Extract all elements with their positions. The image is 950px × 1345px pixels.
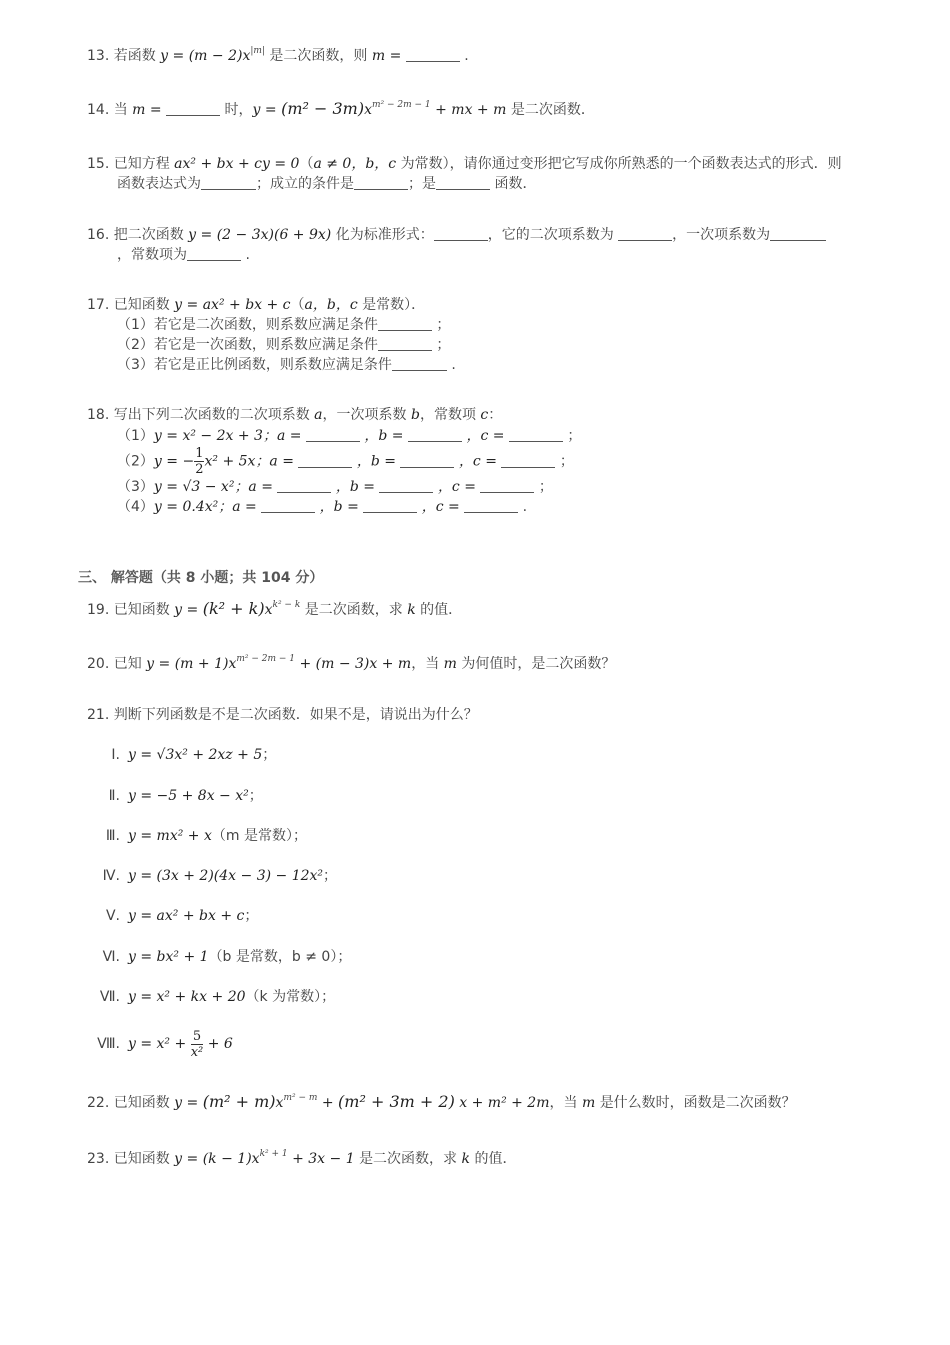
item-tail: （b 是常数，b ≠ 0）； xyxy=(208,949,352,965)
variables: a，b，c xyxy=(304,297,358,313)
equation: x xyxy=(264,602,273,618)
question-14 xyxy=(87,99,595,120)
sub-question-label: （2） xyxy=(117,453,154,470)
label-c: ，c = xyxy=(458,453,497,470)
question-18 xyxy=(87,405,502,425)
equation: x xyxy=(275,1095,284,1111)
question-number: 16. xyxy=(87,227,110,243)
question-number: 13. xyxy=(87,48,110,64)
question-21-item-8 xyxy=(86,1028,233,1060)
question-text: ： xyxy=(488,407,503,423)
label-b: ，b = xyxy=(356,453,397,470)
answer-blank[interactable] xyxy=(618,228,672,241)
question-21-item-4 xyxy=(86,866,337,886)
question-18-item-4 xyxy=(117,497,527,517)
answer-blank[interactable] xyxy=(434,228,488,241)
exponent: k² − k xyxy=(272,600,301,610)
question-text: 已知 xyxy=(113,656,142,672)
question-text: 为常数），请你通过变形把它写成你所熟悉的一个函数表达式的形式．则 xyxy=(400,156,842,172)
punctuation: ； xyxy=(567,428,582,444)
question-15-line-2 xyxy=(117,174,536,194)
question-text: 是二次函数． xyxy=(510,102,595,118)
variable: b xyxy=(410,407,420,423)
label-c: ，c = xyxy=(466,428,505,444)
question-21-item-7 xyxy=(86,987,335,1007)
equation: y = x² − 2x + 3 xyxy=(153,428,263,444)
question-21-item-1 xyxy=(86,745,276,765)
equation: y = (m + 1)x xyxy=(146,656,237,672)
equation-group: (k² + k) xyxy=(202,599,265,618)
question-19 xyxy=(87,599,462,620)
label-a: ；a = xyxy=(262,428,302,444)
answer-blank[interactable] xyxy=(363,500,417,513)
equation: y = √3x² + 2xz + 5 xyxy=(128,747,263,763)
question-text: ，当 xyxy=(549,1095,578,1111)
question-text: （ xyxy=(290,297,305,313)
question-18-item-3 xyxy=(117,477,553,497)
fraction xyxy=(194,446,204,477)
question-18-item-1 xyxy=(117,426,581,446)
equation: y = −5 + 8x − x² xyxy=(128,788,249,804)
numerator: 5 xyxy=(191,1029,204,1045)
item-tail: ； xyxy=(248,788,263,804)
question-text: ，常数项为 xyxy=(117,247,187,263)
answer-blank[interactable] xyxy=(201,177,256,190)
equation: y = √3 − x² xyxy=(153,479,235,495)
item-tail: ； xyxy=(262,747,277,763)
question-text: 是二次函数，求 xyxy=(359,1151,458,1167)
answer-blank[interactable] xyxy=(501,455,555,468)
variable: m xyxy=(581,1095,596,1111)
sub-question-label: （3） xyxy=(117,479,154,495)
denominator: 2 xyxy=(195,462,204,477)
answer-blank[interactable] xyxy=(436,177,490,190)
equation: y = x² + kx + 20 xyxy=(128,989,246,1005)
answer-blank[interactable] xyxy=(298,455,352,468)
answer-blank[interactable] xyxy=(354,177,408,190)
label-a: ；a = xyxy=(255,453,294,470)
equation: y = mx² + x xyxy=(128,828,212,844)
variable: m = xyxy=(371,48,402,64)
question-number: 15. xyxy=(87,156,110,172)
question-text: 时， xyxy=(224,102,253,118)
equation-group: (m² + 3m + 2) xyxy=(338,1092,455,1111)
equation: y = (3x + 2)(4x − 3) − 12x² xyxy=(128,868,324,884)
fraction xyxy=(191,1029,204,1060)
question-21 xyxy=(87,705,478,725)
equation: y = (2 − 3x)(6 + 9x) xyxy=(188,227,332,243)
question-text: 已知函数 xyxy=(113,602,170,618)
equation: y = 0.4x² xyxy=(153,499,219,515)
question-text: 为何值时，是二次函数？ xyxy=(461,656,616,672)
question-text: 是二次函数，则 xyxy=(269,48,368,64)
equation: x² + 5x xyxy=(204,453,256,470)
punctuation: ； xyxy=(538,479,553,495)
answer-blank[interactable] xyxy=(408,429,462,442)
item-tail: （k 为常数）； xyxy=(245,989,336,1005)
label-b: ，b = xyxy=(364,428,404,444)
answer-blank[interactable] xyxy=(166,103,220,116)
equation: y = bx² + 1 xyxy=(128,949,209,965)
roman-numeral: Ⅵ. xyxy=(102,949,120,965)
equation: ax² + bx + cy = 0 xyxy=(174,156,300,172)
question-17-item-1 xyxy=(117,315,450,335)
item-tail: ； xyxy=(244,908,259,924)
question-number: 23. xyxy=(87,1151,110,1167)
equation: + 3x − 1 xyxy=(292,1151,355,1167)
question-17-item-3 xyxy=(117,355,456,375)
answer-blank[interactable] xyxy=(392,358,447,371)
equation: y = xyxy=(174,1095,203,1111)
question-number: 18. xyxy=(87,407,110,423)
question-text: 是常数）． xyxy=(362,297,426,313)
answer-blank[interactable] xyxy=(378,318,432,331)
question-text: ，一次项系数为 xyxy=(672,227,771,243)
question-21-item-5 xyxy=(86,906,258,926)
question-18-item-2 xyxy=(117,446,574,477)
roman-numeral: Ⅴ. xyxy=(105,908,120,924)
question-text: 已知函数 xyxy=(113,297,170,313)
answer-blank[interactable] xyxy=(261,500,315,513)
question-21-item-2 xyxy=(86,786,263,806)
question-text: 写出下列二次函数的二次项系数 xyxy=(113,407,310,423)
denominator: x² xyxy=(190,1044,204,1060)
question-text: 判断下列函数是不是二次函数．如果不是，请说出为什么？ xyxy=(113,707,478,723)
question-text: ，一次项系数 xyxy=(322,407,407,423)
equation: + (m − 3)x + m xyxy=(299,656,412,672)
question-text: 已知方程 xyxy=(113,156,170,172)
question-text: 当 xyxy=(113,102,128,118)
question-text: 已知函数 xyxy=(113,1151,170,1167)
variable: c xyxy=(480,407,489,423)
roman-numeral: Ⅱ. xyxy=(108,788,120,804)
question-text: 函数表达式为 xyxy=(117,176,201,192)
question-number: 14. xyxy=(87,102,110,118)
answer-blank[interactable] xyxy=(464,500,518,513)
section-heading: 三、 解答题（共 8 小题；共 104 分） xyxy=(78,570,324,586)
question-text: 已知函数 xyxy=(113,1095,170,1111)
equation: y = ax² + bx + c xyxy=(128,908,245,924)
numerator: 1 xyxy=(195,446,204,461)
answer-blank[interactable] xyxy=(378,338,432,351)
variable: a xyxy=(314,407,323,423)
exponent: m² − m xyxy=(283,1093,318,1103)
answer-blank[interactable] xyxy=(400,455,454,468)
item-tail: （m 是常数）； xyxy=(211,828,307,844)
equation-group: (m² + m) xyxy=(202,1092,276,1111)
answer-blank[interactable] xyxy=(187,248,241,261)
sub-question-text: （2）若它是一次函数，则系数应满足条件 xyxy=(117,337,378,353)
question-text: 的值． xyxy=(474,1151,517,1167)
equation: y = (k − 1)x xyxy=(174,1151,260,1167)
question-text: 化为标准形式： xyxy=(335,227,434,243)
equation: + mx + m xyxy=(435,102,507,118)
question-21-item-6 xyxy=(86,947,351,967)
question-number: 19. xyxy=(87,602,110,618)
equation: + xyxy=(321,1095,334,1111)
question-15 xyxy=(87,154,842,174)
answer-blank[interactable] xyxy=(770,228,826,241)
equation: + 6 xyxy=(207,1036,233,1052)
punctuation: . xyxy=(522,499,528,515)
variable: k xyxy=(461,1151,470,1167)
question-text: ；是 xyxy=(408,176,436,192)
label-c: ，c = xyxy=(421,499,460,515)
punctuation: . xyxy=(451,357,456,373)
question-text: （ xyxy=(299,156,314,172)
question-13 xyxy=(87,46,469,66)
question-text: 若函数 xyxy=(113,48,156,64)
punctuation: ； xyxy=(436,317,451,333)
question-16-line-2 xyxy=(117,245,250,265)
roman-numeral: Ⅳ. xyxy=(102,868,120,884)
question-text: ，它的二次项系数为 xyxy=(487,227,614,243)
label-c: ，c = xyxy=(437,479,476,495)
punctuation: ； xyxy=(436,337,451,353)
equation-group: (m² − 3m) xyxy=(281,99,365,118)
item-tail: ； xyxy=(323,868,338,884)
question-text: 函数． xyxy=(494,176,537,192)
answer-blank[interactable] xyxy=(379,480,433,493)
variable: m xyxy=(443,656,457,672)
roman-numeral: Ⅶ. xyxy=(99,989,120,1005)
punctuation: . xyxy=(245,247,250,263)
label-a: ；a = xyxy=(218,499,257,515)
equation: x + m² + 2m xyxy=(459,1095,550,1111)
question-text: ；成立的条件是 xyxy=(256,176,354,192)
answer-blank[interactable] xyxy=(509,429,563,442)
variable: k xyxy=(407,602,416,618)
equation: y = xyxy=(174,602,203,618)
answer-blank[interactable] xyxy=(480,480,534,493)
exponent: |m| xyxy=(250,46,265,56)
equation: x xyxy=(364,102,372,118)
roman-numeral: Ⅰ. xyxy=(111,747,120,763)
question-number: 20. xyxy=(87,656,110,672)
label-b: ，b = xyxy=(335,479,376,495)
question-number: 21. xyxy=(87,707,110,723)
condition: a ≠ 0，b，c xyxy=(313,156,397,172)
question-20 xyxy=(87,654,615,674)
question-text: ，常数项 xyxy=(419,407,476,423)
variable: m = xyxy=(132,102,162,118)
question-text: 的值． xyxy=(420,602,463,618)
equation: y = − xyxy=(153,453,195,470)
punctuation: ； xyxy=(559,453,574,470)
question-17-item-2 xyxy=(117,335,450,355)
question-17 xyxy=(87,295,425,315)
punctuation: . xyxy=(464,48,469,64)
exponent: k² + 1 xyxy=(259,1149,288,1159)
exponent: m² − 2m − 1 xyxy=(236,654,296,664)
question-number: 17. xyxy=(87,297,110,313)
sub-question-label: （1） xyxy=(117,428,154,444)
question-text: 是二次函数，求 xyxy=(304,602,403,618)
equation: y = xyxy=(252,102,282,118)
sub-question-text: （1）若它是二次函数，则系数应满足条件 xyxy=(117,317,378,333)
equation: y = x² + xyxy=(128,1036,187,1052)
label-b: ，b = xyxy=(319,499,359,515)
question-text: ，当 xyxy=(411,656,440,672)
question-21-item-3 xyxy=(86,826,307,846)
question-number: 22. xyxy=(87,1095,110,1111)
equation: y = ax² + bx + c xyxy=(174,297,291,313)
question-23 xyxy=(87,1149,516,1169)
exponent: m² − 2m − 1 xyxy=(372,100,431,110)
equation: y = (m − 2)x xyxy=(160,48,251,64)
question-text: 是什么数时，函数是二次函数？ xyxy=(599,1095,796,1111)
roman-numeral: Ⅷ. xyxy=(97,1036,120,1052)
question-16 xyxy=(87,225,826,245)
answer-blank[interactable] xyxy=(277,480,331,493)
answer-blank[interactable] xyxy=(406,49,460,62)
sub-question-label: （4） xyxy=(117,499,154,515)
question-text: 把二次函数 xyxy=(113,227,184,243)
roman-numeral: Ⅲ. xyxy=(105,828,120,844)
question-22 xyxy=(87,1092,796,1113)
sub-question-text: （3）若它是正比例函数，则系数应满足条件 xyxy=(117,357,392,373)
label-a: ；a = xyxy=(234,479,273,495)
answer-blank[interactable] xyxy=(306,429,360,442)
